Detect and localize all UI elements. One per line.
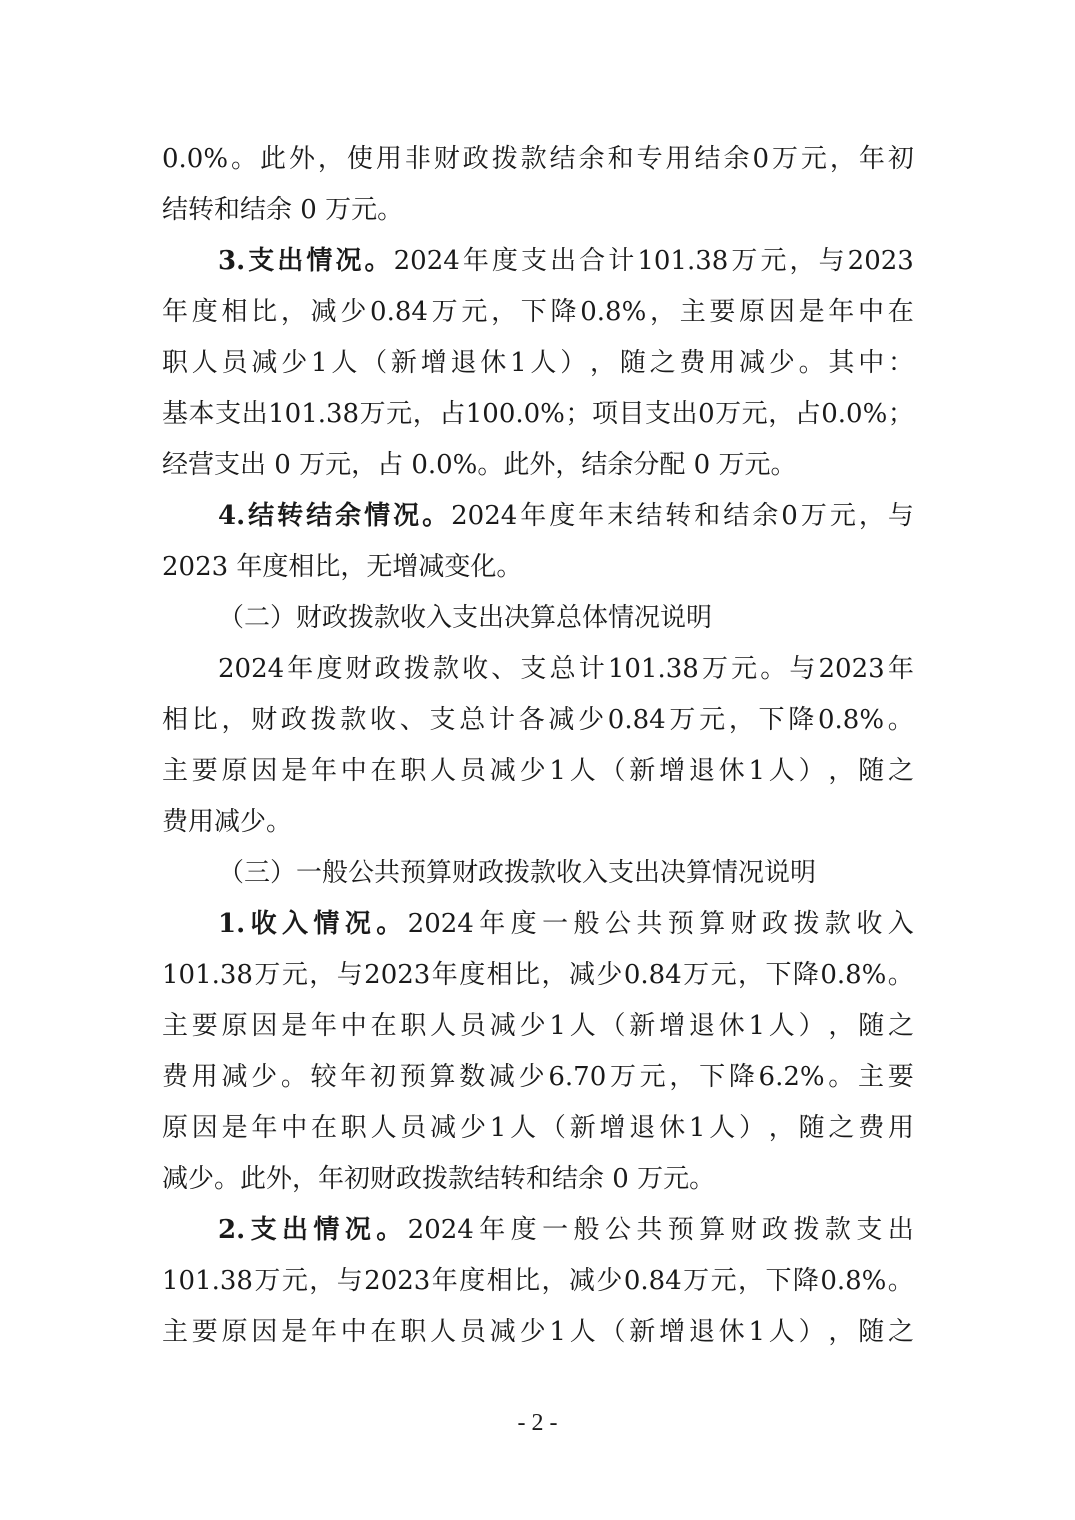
document-body (162, 134, 914, 1358)
text-line (162, 1154, 914, 1205)
text-line: 2. 支 出 情 况 。 2024 年 度 一 般 公 共 预 算 财 政 拨 款 支 出 (218, 1215, 914, 1245)
body-text: 费用减少。 (162, 807, 293, 837)
text-line: 2024 年 度 财 政 拨 款 收 、 支 总 计 101.38 万 元 。 与 2023 年 (218, 654, 914, 684)
text-line: 基 本 支 出 101.38 万 元 ， 占 100.0% ； 项 目 支 出 0 万 元 ， 占 0.0% ； (162, 399, 914, 429)
text-line: 职 人 员 减 少 1 人 （ 新 增 退 休 1 人 ） ， 随 之 费 用 减 少 。 其 中 ： (162, 348, 914, 378)
text-line: 1. 收 入 情 况 。 2024 年 度 一 般 公 共 预 算 财 政 拨 款 收 入 (218, 909, 914, 939)
body-text: （二）财政拨款收入支出决算总体情况说明 (218, 603, 713, 633)
text-line: 0.0% 。 此 外 ， 使 用 非 财 政 拨 款 结 余 和 专 用 结 余 0 万 元 ， 年 初 (162, 144, 914, 174)
text-line: 费 用 减 少 。 较 年 初 预 算 数 减 少 6.70 万 元 ， 下 降 6.2% 。 主 要 (162, 1062, 914, 1092)
body-text: （三）一般公共预算财政拨款收入支出决算情况说明 (218, 858, 817, 888)
body-text: 2023 年度相比，无增减变化。 (162, 552, 523, 582)
text-line: 年 度 相 比 ， 减 少 0.84 万 元 ， 下 降 0.8% ， 主 要 原 因 是 年 中 在 (162, 297, 914, 327)
text-line: 相 比 ， 财 政 拨 款 收 、 支 总 计 各 减 少 0.84 万 元 ， 下 降 0.8% 。 (162, 705, 914, 735)
text-line: 主 要 原 因 是 年 中 在 职 人 员 减 少 1 人 （ 新 增 退 休 1 人 ） ， 随 之 (162, 756, 914, 786)
text-line (162, 542, 914, 593)
text-line: 101.38 万 元 ， 与 2023 年 度 相 比 ， 减 少 0.84 万 元 ， 下 降 0.8% 。 (162, 1266, 914, 1296)
text-line: 主 要 原 因 是 年 中 在 职 人 员 减 少 1 人 （ 新 增 退 休 1 人 ） ， 随 之 (162, 1011, 914, 1041)
text-line (162, 848, 914, 899)
page-number: - 2 - (517, 1410, 558, 1436)
body-text: 减少。此外，年初财政拨款结转和结余 0 万元。 (162, 1164, 716, 1194)
text-line: 101.38 万 元 ， 与 2023 年 度 相 比 ， 减 少 0.84 万 元 ， 下 降 0.8% 。 (162, 960, 914, 990)
text-line (162, 440, 914, 491)
body-text: 结转和结余 0 万元。 (162, 195, 404, 225)
text-line: 4. 结 转 结 余 情 况 。 2024 年 度 年 末 结 转 和 结 余 0 万 元 ， 与 (218, 501, 914, 531)
text-line: 主 要 原 因 是 年 中 在 职 人 员 减 少 1 人 （ 新 增 退 休 1 人 ） ， 随 之 (162, 1317, 914, 1347)
text-line: 原 因 是 年 中 在 职 人 员 减 少 1 人 （ 新 增 退 休 1 人 ） ， 随 之 费 用 (162, 1113, 914, 1143)
body-text: 经营支出 0 万元，占 0.0%。此外，结余分配 0 万元。 (162, 450, 797, 480)
text-line: 3. 支 出 情 况 。 2024 年 度 支 出 合 计 101.38 万 元 ， 与 2023 (218, 246, 914, 276)
text-line (162, 797, 914, 848)
text-line (162, 185, 914, 236)
text-line (162, 593, 914, 644)
